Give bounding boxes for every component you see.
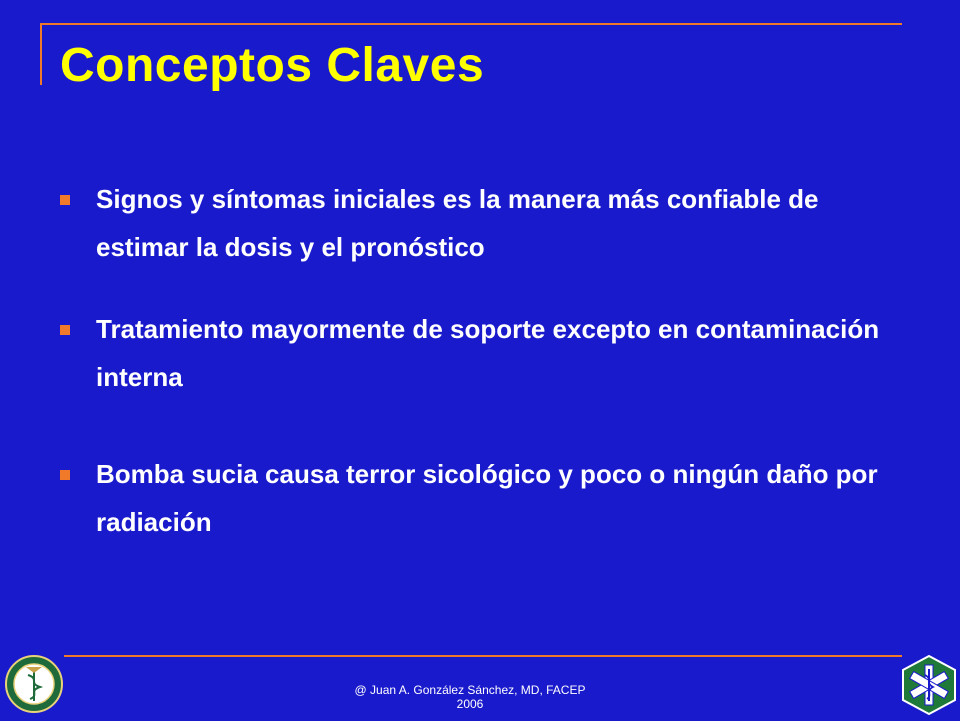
bullet-text: Signos y síntomas iniciales es la manera más confiable de estimar la dosis y el pronóstico (96, 184, 819, 262)
bullet-item (60, 450, 900, 546)
bullet-marker (60, 195, 70, 205)
bottom-divider (64, 655, 902, 657)
bullet-item (60, 175, 900, 271)
slide-title: Conceptos Claves (60, 39, 485, 92)
footer-author: @ Juan A. González Sánchez, MD, FACEP (354, 683, 586, 697)
medical-school-seal-icon (4, 653, 64, 715)
star-of-life-icon (898, 654, 960, 716)
footer (280, 683, 660, 711)
left-divider (40, 23, 42, 85)
footer-year: 2006 (456, 697, 484, 711)
bullet-marker (60, 325, 70, 335)
bullet-item (60, 305, 900, 401)
bullet-marker (60, 470, 70, 480)
bullet-text: Bomba sucia causa terror sicológico y poco o ningún daño por radiación (96, 459, 878, 537)
bullet-text: Tratamiento mayormente de soporte excepto en contaminación interna (96, 314, 880, 392)
top-divider (40, 23, 902, 25)
